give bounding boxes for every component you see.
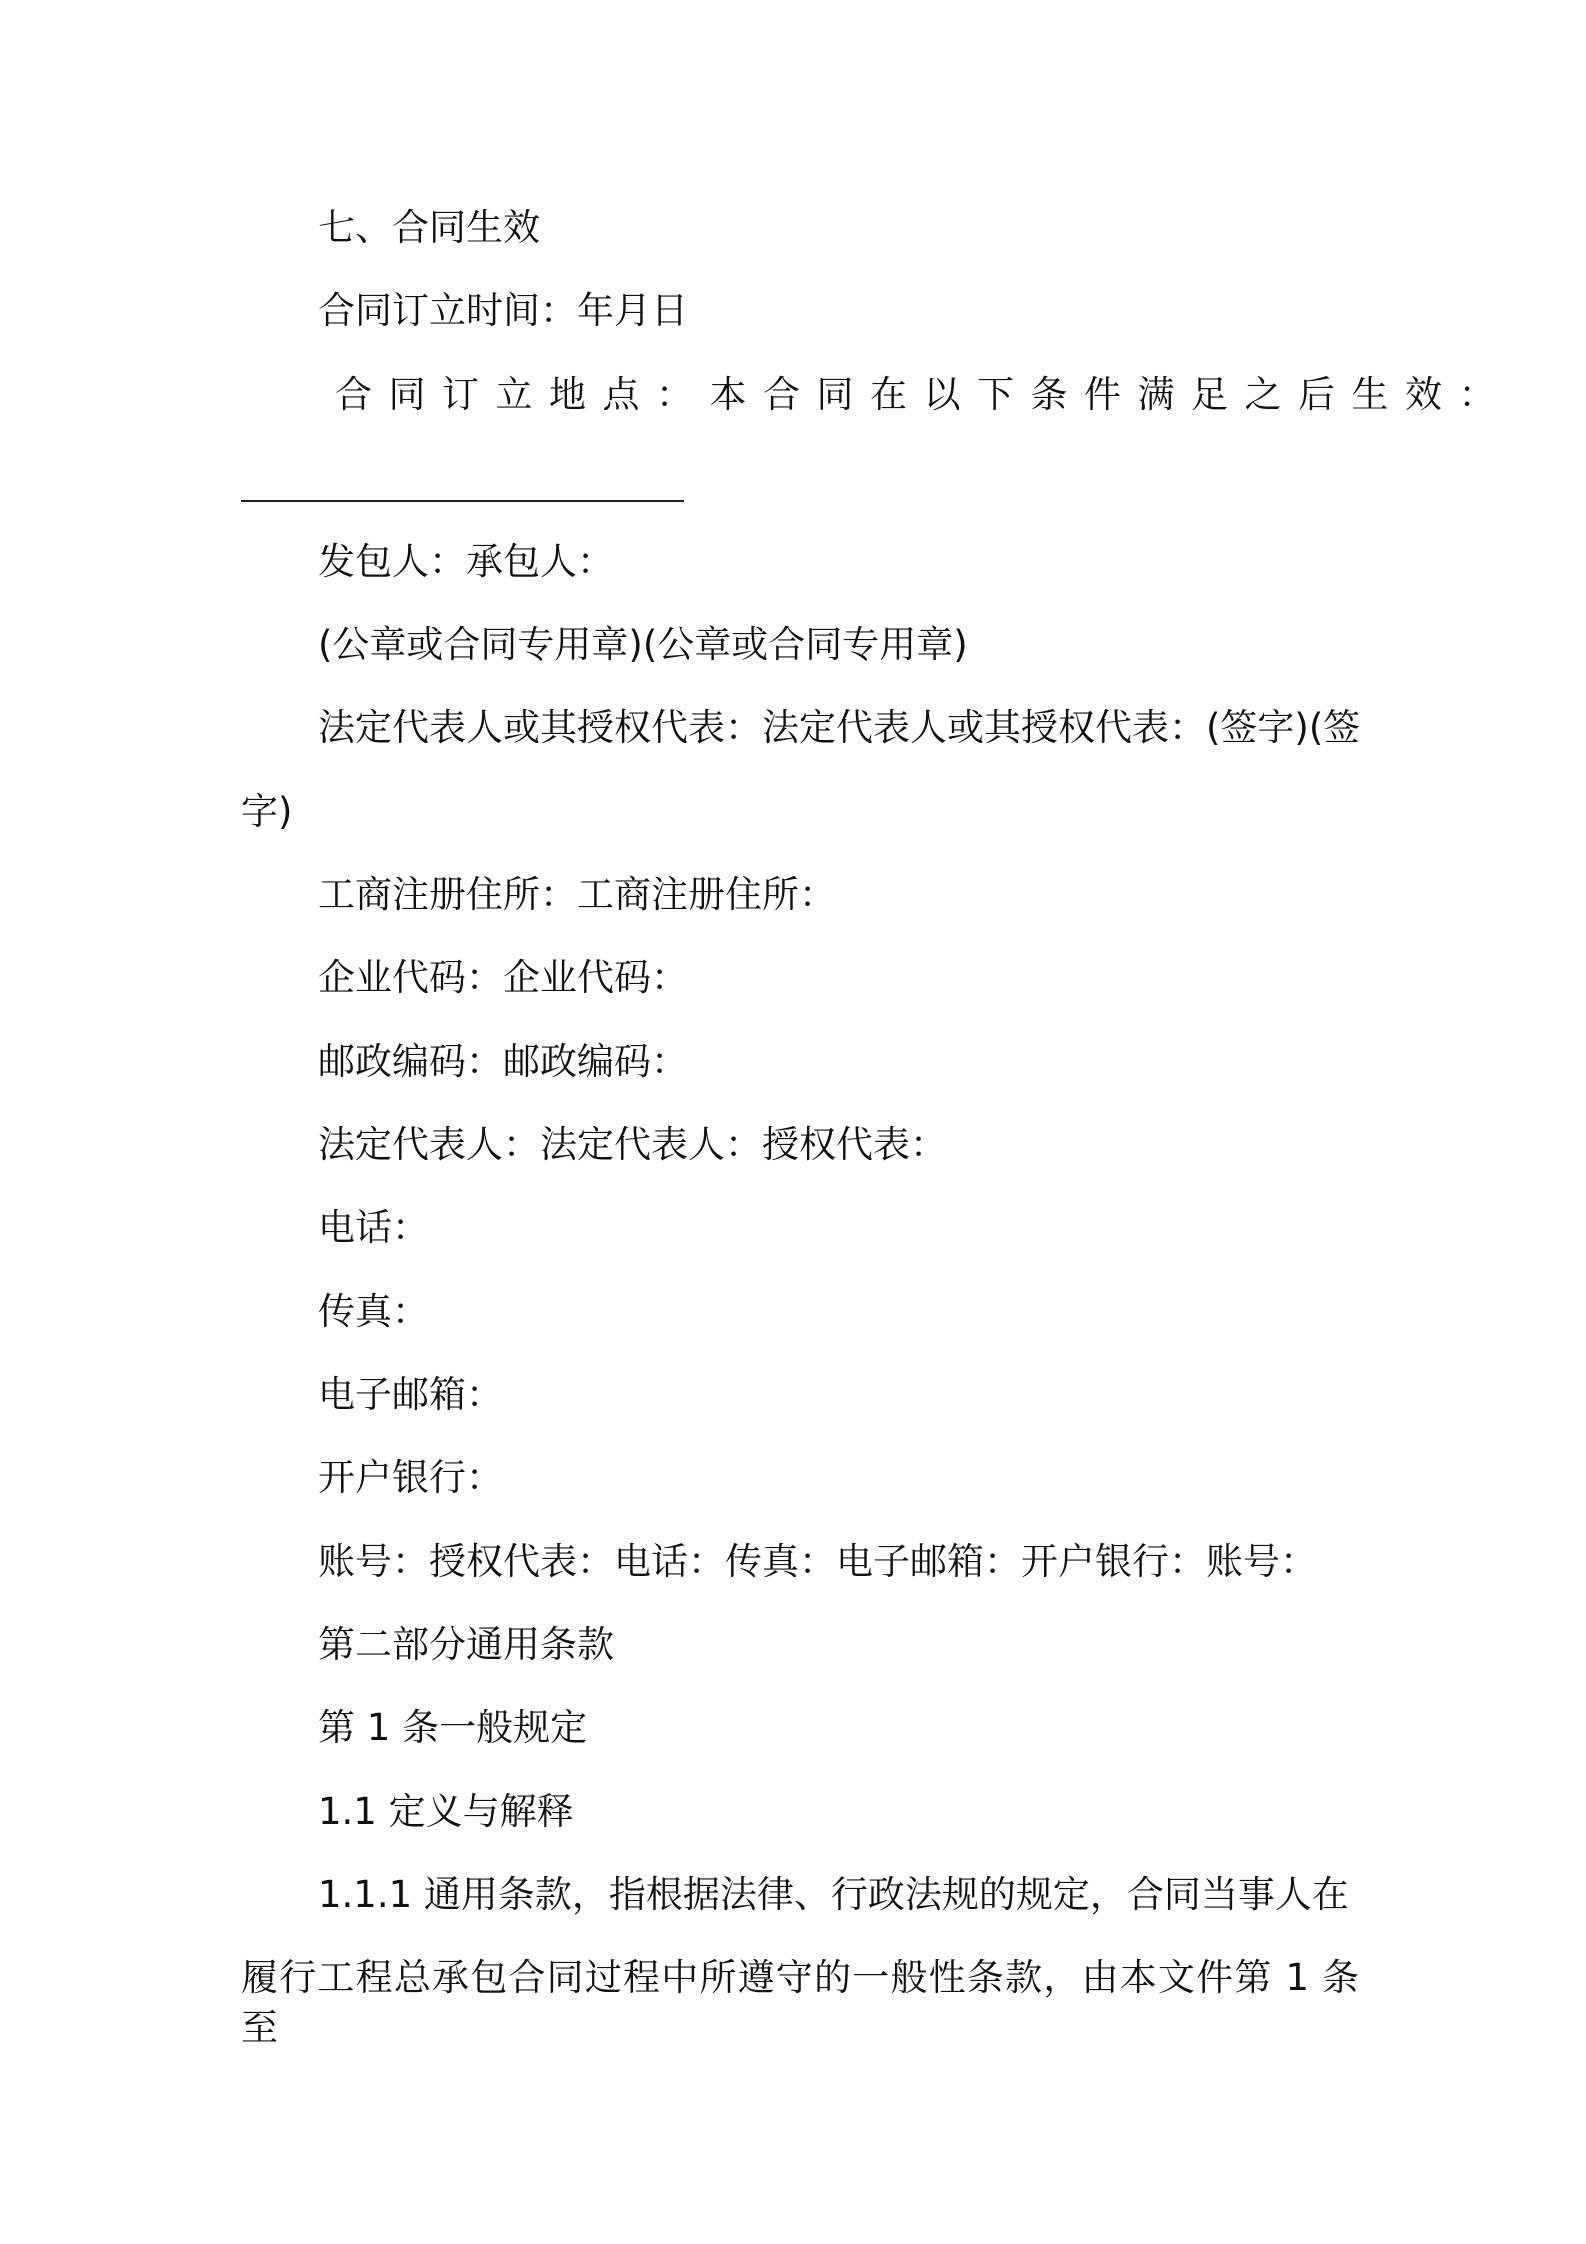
representative-line: 法定代表人：法定代表人：授权代表： (318, 1123, 947, 1166)
registered-address-line: 工商注册住所：工商注册住所： (318, 873, 836, 916)
blank-underline (241, 500, 684, 502)
article-one-heading: 第 1 条一般规定 (318, 1706, 588, 1749)
postal-code-line: 邮政编码：邮政编码： (318, 1040, 688, 1083)
clause-text-line-2: 履行工程总承包合同过程中所遵守的一般性条款，由本文件第 1 条至 (241, 1956, 1359, 2049)
account-line: 账号：授权代表：电话：传真：电子邮箱：开户银行：账号： (318, 1540, 1317, 1583)
phone-line: 电话： (318, 1206, 429, 1249)
email-line: 电子邮箱： (318, 1373, 503, 1416)
seal-line: (公章或合同专用章)(公章或合同专用章) (318, 623, 968, 666)
signing-place-line: 合同订立地点：本合同在以下条件满足之后生效： (335, 373, 1512, 416)
enterprise-code-line: 企业代码：企业代码： (318, 956, 688, 999)
parties-line: 发包人：承包人： (318, 540, 614, 583)
bank-line: 开户银行： (318, 1456, 503, 1499)
clause-text-line-1: 1.1.1 通用条款，指根据法律、行政法规的规定，合同当事人在 (318, 1873, 1349, 1916)
part-two-heading: 第二部分通用条款 (318, 1623, 614, 1666)
signing-time-line: 合同订立时间：年月日 (318, 289, 688, 332)
signature-continuation-line: 字) (241, 790, 293, 833)
fax-line: 传真： (318, 1290, 429, 1333)
definitions-heading: 1.1 定义与解释 (318, 1790, 574, 1833)
legal-representative-line: 法定代表人或其授权代表：法定代表人或其授权代表：(签字)(签 (318, 706, 1361, 749)
section-heading: 七、合同生效 (318, 206, 540, 249)
